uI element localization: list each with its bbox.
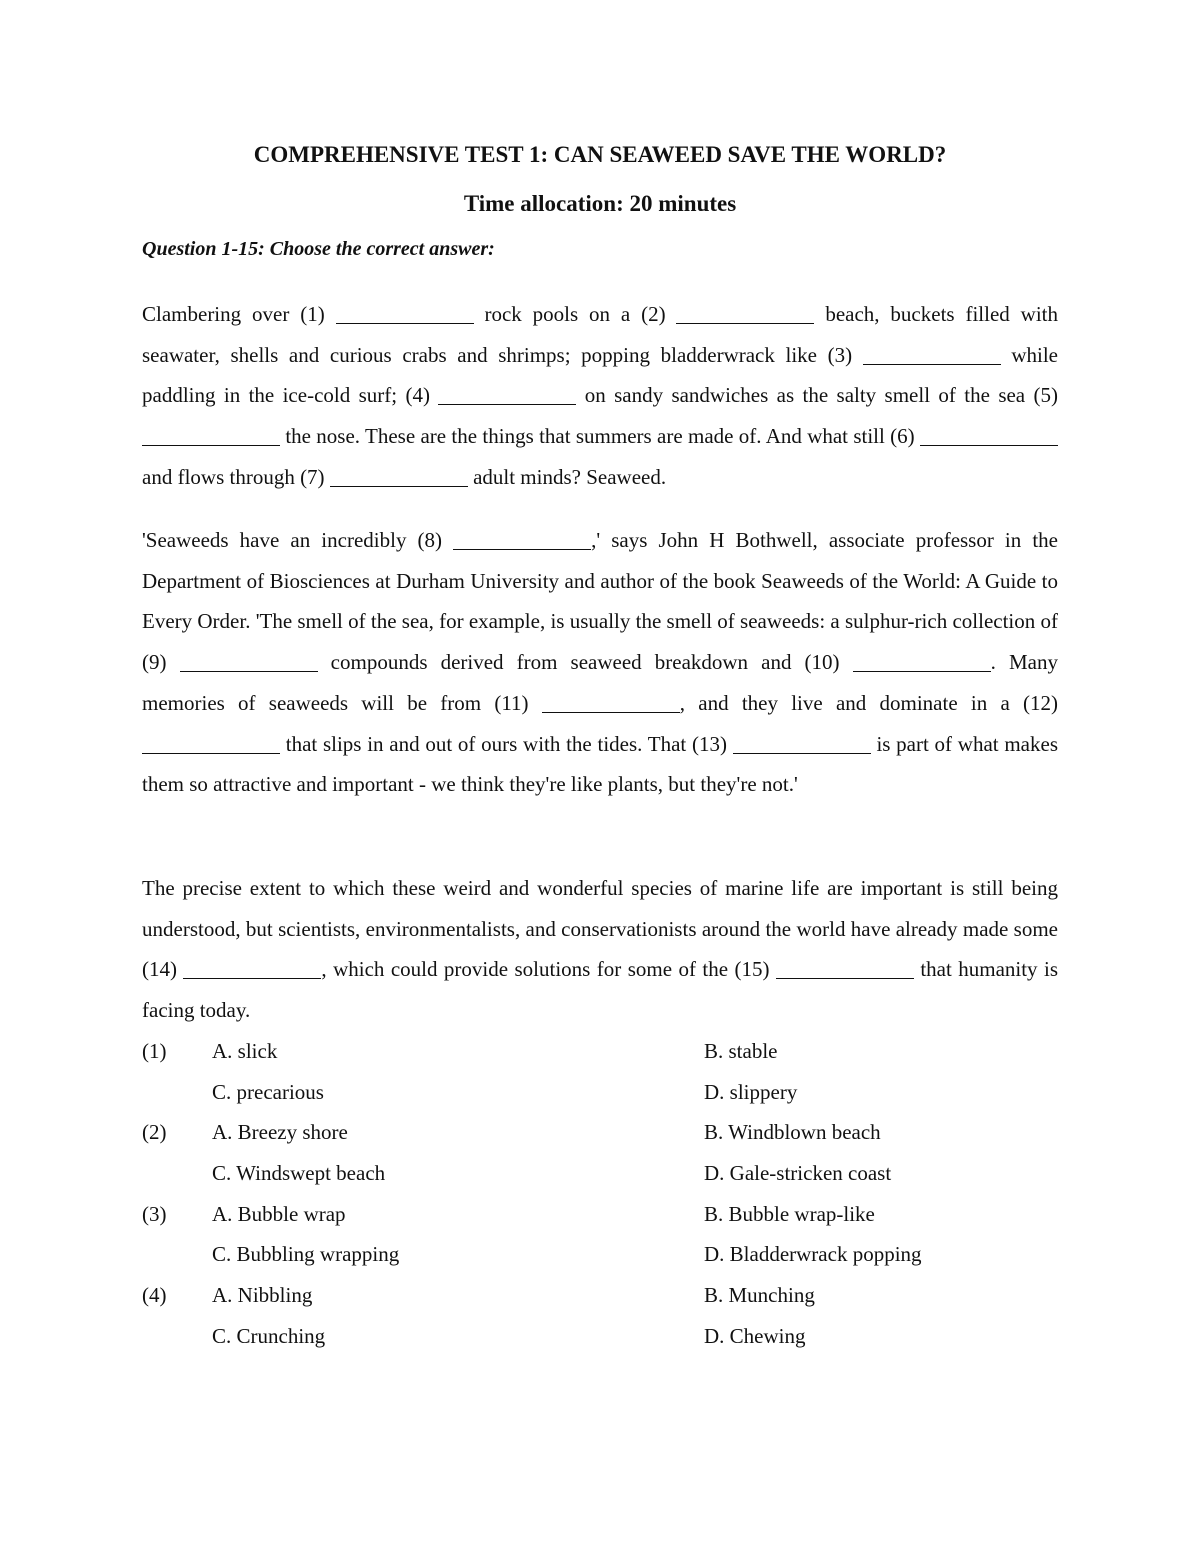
passage-text: the nose. These are the things that summers are made of. And what still (6) — [280, 424, 920, 449]
blank-2 — [676, 302, 814, 324]
option-row — [142, 1072, 1058, 1113]
passage-text: on sandy sandwiches as the salty smell of the sea (5) — [576, 383, 1058, 408]
passage-text: is part of what makes them so attractive and important - we think they're like plants, but they're not.' — [142, 731, 1058, 797]
option-row — [142, 1112, 1058, 1153]
blank-3 — [863, 343, 1001, 365]
question-instruction: Question 1-15: Choose the correct answer: — [142, 238, 495, 260]
question-number: (1) — [142, 1039, 167, 1063]
option-c: C. Bubbling wrapping — [212, 1242, 400, 1267]
passage-paragraph-1 — [142, 294, 1058, 498]
option-b: B. Windblown beach — [704, 1120, 881, 1145]
question-number: (3) — [142, 1201, 167, 1226]
blank-8 — [453, 528, 591, 550]
blank-10 — [853, 650, 991, 672]
option-c: C. precarious — [212, 1079, 324, 1104]
passage-paragraph-3 — [142, 868, 1058, 1031]
answer-options — [142, 1031, 1058, 1357]
option-a: A. Bubble wrap — [212, 1201, 346, 1226]
option-a: A. Nibbling — [212, 1283, 313, 1308]
blank-12 — [142, 732, 280, 754]
passage-text: . Many memories of seaweeds will be from (11) — [142, 650, 1058, 715]
option-c: C. Crunching — [212, 1323, 326, 1348]
passage-text: The precise extent to which these weird and wonderful species of marine life are important is still being understood, but scientists, environmentalists, and conservationists around the world have already made some (14) — [142, 876, 1058, 982]
option-b: B. Bubble wrap-like — [704, 1201, 875, 1226]
option-d: D. Chewing — [704, 1323, 806, 1348]
blank-6 — [920, 424, 1058, 446]
option-row — [142, 1153, 1058, 1194]
passage-text: while paddling in the ice-cold surf; (4) — [142, 342, 1058, 408]
passage-text: that humanity is facing today. — [142, 957, 1058, 1023]
option-a: A. slick — [212, 1039, 278, 1063]
blank-14 — [183, 957, 321, 979]
question-number: (4) — [142, 1283, 167, 1308]
option-row — [142, 1234, 1058, 1275]
passage-text: that slips in and out of ours with the tides. That (13) — [280, 731, 733, 756]
passage-text: beach, buckets filled with seawater, shells and curious crabs and shrimps; popping bladderwrack like (3) — [142, 302, 1058, 367]
option-b: B. Munching — [704, 1283, 815, 1308]
passage-text: compounds derived from seaweed breakdown and (10) — [317, 650, 853, 675]
blank-1 — [336, 302, 474, 324]
question-number: (2) — [142, 1120, 167, 1145]
passage-text: rock pools on a (2) — [473, 302, 677, 326]
option-a: A. Breezy shore — [212, 1120, 348, 1145]
passage-text: and flows through (7) — [142, 464, 330, 489]
option-d: D. Bladderwrack popping — [704, 1242, 922, 1267]
passage-text: ,' says John H Bothwell, associate professor in the Department of Biosciences at Durham University and author of the book Seaweeds of the World: A Guide to Every Order. 'The smell of the sea, for example, is usually the smell of seaweeds: a sulphur-rich collection of (9) — [142, 528, 1059, 675]
option-d: D. Gale-stricken coast — [704, 1161, 892, 1186]
option-row — [142, 1031, 1058, 1072]
passage-text: 'Seaweeds have an incredibly (8) — [142, 528, 454, 552]
option-b: B. stable — [704, 1039, 778, 1063]
blank-9 — [180, 650, 318, 672]
passage-text: , and they live and dominate in a (12) — [679, 690, 1058, 715]
passage-text: adult minds? Seaweed. — [467, 464, 667, 489]
passage-text: Clambering over (1) — [142, 302, 336, 326]
blank-15 — [776, 957, 914, 979]
option-d: D. slippery — [704, 1079, 798, 1104]
option-row — [142, 1194, 1058, 1235]
blank-4 — [438, 383, 576, 405]
passage-text: , which could provide solutions for some of the (15) — [321, 957, 776, 982]
option-c: C. Windswept beach — [212, 1161, 386, 1186]
page-title: COMPREHENSIVE TEST 1: CAN SEAWEED SAVE THE WORLD? — [253, 142, 947, 167]
option-row — [142, 1316, 1058, 1357]
time-allocation: Time allocation: 20 minutes — [463, 191, 737, 216]
passage-paragraph-2 — [142, 520, 1058, 805]
blank-5 — [142, 424, 280, 446]
blank-7 — [330, 465, 468, 487]
option-row — [142, 1275, 1058, 1316]
blank-13 — [733, 732, 871, 754]
blank-11 — [542, 691, 680, 713]
